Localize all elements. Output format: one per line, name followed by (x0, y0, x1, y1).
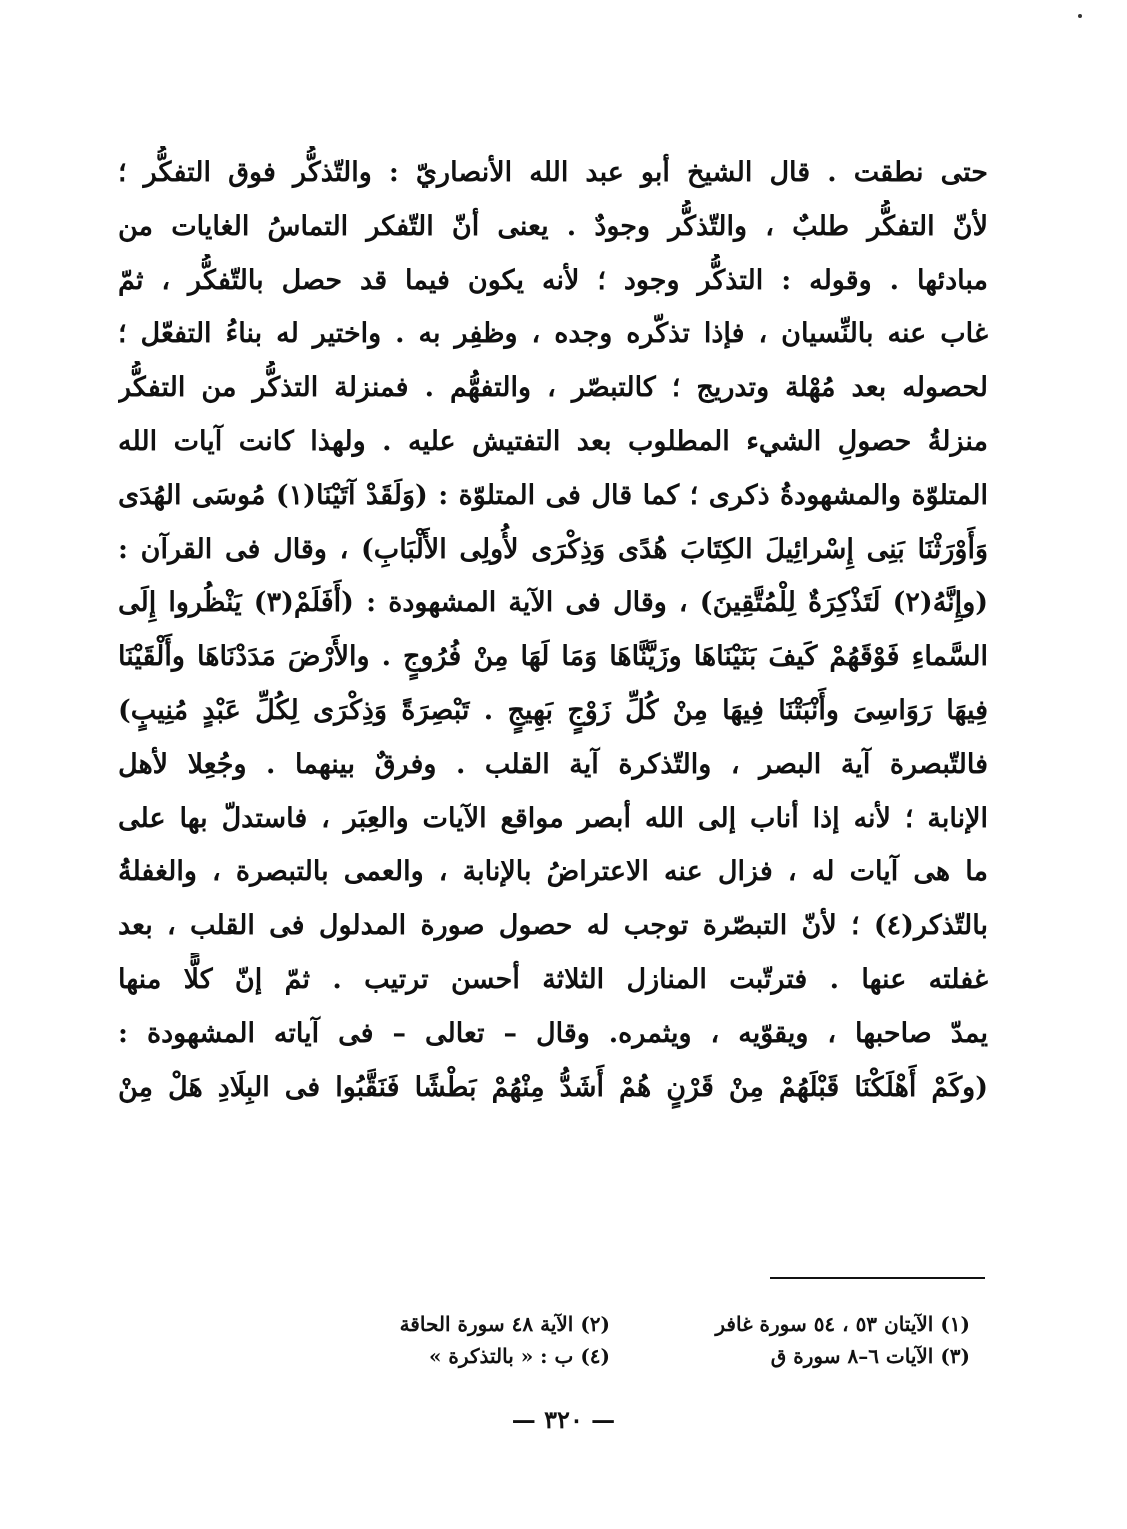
footnote-3: (٣) الآيات ٦–٨ سورة ق (770, 1344, 970, 1368)
footnote-separator (770, 1277, 985, 1279)
text-line: حتى نطقت . قال الشيخ أبو عبد الله الأنصاريّ : والتّذكُّر فوق التفكُّر ؛ (118, 157, 988, 188)
main-text (118, 146, 988, 1114)
text-line: (وإِنَّهُ(٢) لَتَذْكِرَةٌ لِلْمُتَّقِينَ) ، وقال فى الآية المشهودة : (أَفَلَمْ(٣) يَنْظُروا إِلَى (118, 587, 988, 619)
text-line: فِيهَا رَوَاسِىَ وأَنْبَتْنَا فِيهَا مِنْ كُلِّ زَوْجٍ بَهِيجٍ . تَبْصِرَةً وَذِكْرَى لِكُلِّ عَبْدٍ مُنِيبٍ) (118, 694, 988, 726)
footnote-4: (٤) ب : « بالتذكرة » (428, 1344, 610, 1368)
text-line: غاب عنه بالنِّسيان ، فإذا تذكّره وجده ، وظفِر به . واختير له بناءُ التفعّل ؛ (118, 318, 988, 350)
page-number: — ٣٢٠ — (511, 1405, 616, 1434)
text-line: غفلته عنها . فترتّبت المنازل الثلاثة أحسن ترتيب . ثمّ إنّ كلًّا منها (118, 963, 988, 995)
text-line: لحصوله بعد مُهْلة وتدريج ؛ كالتبصّر ، والتفهُّم . فمنزلة التذكُّر من التفكُّر (118, 372, 988, 404)
footnote-row (250, 1340, 970, 1372)
footnotes (250, 1308, 970, 1372)
scan-speck (1078, 14, 1082, 18)
text-line: المتلوّة والمشهودةُ ذكرى ؛ كما قال فى المتلوّة : (وَلَقَدْ آتَيْنَا(١) مُوسَى الهُدَى (118, 479, 988, 511)
text-line: فالتّبصرة آية البصر ، والتّذكرة آية القلب . وفرقٌ بينهما . وجُعِلا لأهل (118, 748, 988, 780)
text-line: يمدّ صاحبها ، ويقوّيه ، ويثمره. وقال – تعالى – فى آياته المشهودة : (118, 1017, 988, 1049)
text-line: بالتّذكر(٤) ؛ لأنّ التبصّرة توجب له حصول صورة المدلول فى القلب ، بعد (118, 910, 988, 942)
footnote-row (250, 1308, 970, 1340)
text-line: الإنابة ؛ لأنه إذا أناب إلى الله أبصر مواقع الآيات والعِبَر ، فاستدلّ بها على (118, 802, 988, 834)
text-line: ما هى آيات له ، فزال عنه الاعتراضُ بالإنابة ، والعمى بالتبصرة ، والغفلةُ (118, 856, 988, 888)
footnote-1: (١) الآيتان ٥٣ ، ٥٤ سورة غافر (715, 1312, 970, 1336)
text-line: لأنّ التفكُّر طلبٌ ، والتّذكُّر وجودٌ . يعنى أنّ التّفكر التماسُ الغايات من (118, 210, 988, 242)
text-line: السَّماءِ فَوْقَهُمْ كَيفَ بَنَيْنَاهَا وزَيَّنَّاهَا وَمَا لَهَا مِنْ فُرُوجٍ . والأَرْضَ مَدَدْنَاهَا وأَلْقَيْنَا (118, 641, 988, 673)
footnote-2: (٢) الآية ٤٨ سورة الحاقة (399, 1312, 610, 1336)
text-line: منزلةُ حصولِ الشيء المطلوب بعد التفتيش عليه . ولهذا كانت آيات الله (118, 425, 988, 457)
text-line: مبادئها . وقوله : التذكُّر وجود ؛ لأنه يكون فيما قد حصل بالتّفكُّر ، ثمّ (118, 264, 988, 296)
text-line: (وكَمْ أَهْلَكْنَا قَبْلَهُمْ مِنْ قَرْنٍ هُمْ أَشَدُّ مِنْهُمْ بَطْشًا فَنَقَّبُوا فى البِلَادِ هَلْ مِنْ (118, 1071, 988, 1103)
text-line: وَأَوْرَثْنَا بَنِى إِسْرائِيلَ الكِتَابَ هُدًى وَذِكْرَى لأُولِى الأَلْبَابِ) ، وقال فى القرآن : (118, 533, 988, 565)
